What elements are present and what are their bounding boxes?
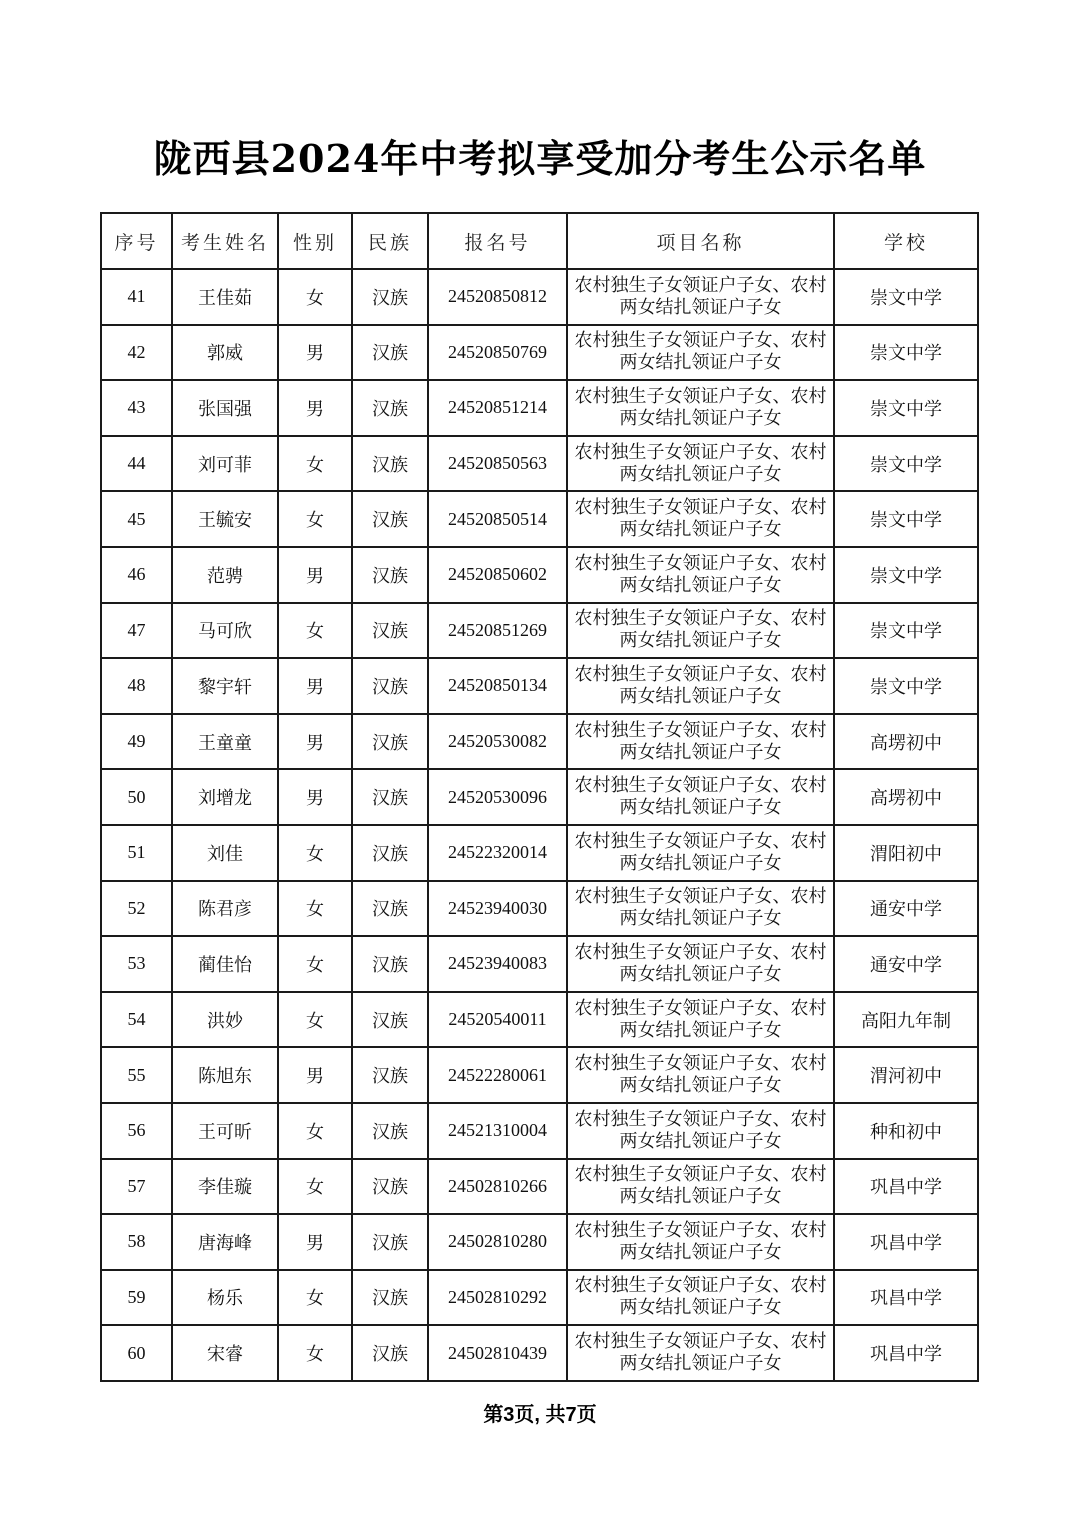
header-gender: 性别 [278, 213, 352, 269]
page-title: 陇西县2024年中考拟享受加分考生公示名单 [153, 136, 927, 181]
name-cell: 黎宇轩 [172, 658, 278, 714]
gender-cell: 女 [278, 1159, 352, 1215]
gender-cell: 女 [278, 1103, 352, 1159]
school-cell: 渭河初中 [834, 1047, 978, 1103]
registration-number-cell: 24520851214 [428, 380, 567, 436]
serial-cell: 44 [101, 436, 172, 492]
ethnicity-cell: 汉族 [352, 269, 428, 325]
school-cell: 通安中学 [834, 881, 978, 937]
serial-cell: 53 [101, 936, 172, 992]
serial-cell: 41 [101, 269, 172, 325]
school-cell: 崇文中学 [834, 269, 978, 325]
serial-cell: 57 [101, 1159, 172, 1215]
serial-cell: 50 [101, 769, 172, 825]
ethnicity-cell: 汉族 [352, 436, 428, 492]
project-cell: 农村独生子女领证户子女、农村两女结扎领证户子女 [567, 1270, 834, 1326]
project-cell: 农村独生子女领证户子女、农村两女结扎领证户子女 [567, 1159, 834, 1215]
registration-number-cell: 24520530082 [428, 714, 567, 770]
ethnicity-cell: 汉族 [352, 936, 428, 992]
table-row [101, 269, 978, 325]
serial-cell: 52 [101, 881, 172, 937]
project-cell: 农村独生子女领证户子女、农村两女结扎领证户子女 [567, 1047, 834, 1103]
table-row [101, 714, 978, 770]
registration-number-cell: 24520850134 [428, 658, 567, 714]
serial-cell: 55 [101, 1047, 172, 1103]
name-cell: 范骋 [172, 547, 278, 603]
name-cell: 陈旭东 [172, 1047, 278, 1103]
serial-cell: 46 [101, 547, 172, 603]
table-row [101, 325, 978, 381]
school-cell: 高塄初中 [834, 769, 978, 825]
name-cell: 王毓安 [172, 491, 278, 547]
project-cell: 农村独生子女领证户子女、农村两女结扎领证户子女 [567, 1214, 834, 1270]
project-cell: 农村独生子女领证户子女、农村两女结扎领证户子女 [567, 992, 834, 1048]
project-cell: 农村独生子女领证户子女、农村两女结扎领证户子女 [567, 769, 834, 825]
ethnicity-cell: 汉族 [352, 992, 428, 1048]
table-row [101, 769, 978, 825]
project-cell: 农村独生子女领证户子女、农村两女结扎领证户子女 [567, 547, 834, 603]
serial-cell: 51 [101, 825, 172, 881]
serial-cell: 59 [101, 1270, 172, 1326]
gender-cell: 男 [278, 658, 352, 714]
table-row [101, 1047, 978, 1103]
name-cell: 洪妙 [172, 992, 278, 1048]
registration-number-cell: 24523940030 [428, 881, 567, 937]
gender-cell: 男 [278, 380, 352, 436]
table-row [101, 658, 978, 714]
name-cell: 王可昕 [172, 1103, 278, 1159]
registration-number-cell: 24502810266 [428, 1159, 567, 1215]
name-cell: 李佳璇 [172, 1159, 278, 1215]
project-cell: 农村独生子女领证户子女、农村两女结扎领证户子女 [567, 380, 834, 436]
table-row [101, 936, 978, 992]
table-row [101, 547, 978, 603]
ethnicity-cell: 汉族 [352, 714, 428, 770]
registration-number-cell: 24502810292 [428, 1270, 567, 1326]
ethnicity-cell: 汉族 [352, 1270, 428, 1326]
registration-number-cell: 24520530096 [428, 769, 567, 825]
gender-cell: 女 [278, 936, 352, 992]
header-serial: 序号 [101, 213, 172, 269]
gender-cell: 男 [278, 769, 352, 825]
school-cell: 崇文中学 [834, 491, 978, 547]
name-cell: 刘可菲 [172, 436, 278, 492]
serial-cell: 54 [101, 992, 172, 1048]
project-cell: 农村独生子女领证户子女、农村两女结扎领证户子女 [567, 1325, 834, 1381]
ethnicity-cell: 汉族 [352, 769, 428, 825]
serial-cell: 49 [101, 714, 172, 770]
ethnicity-cell: 汉族 [352, 547, 428, 603]
school-cell: 渭阳初中 [834, 825, 978, 881]
gender-cell: 女 [278, 992, 352, 1048]
serial-cell: 42 [101, 325, 172, 381]
project-cell: 农村独生子女领证户子女、农村两女结扎领证户子女 [567, 269, 834, 325]
school-cell: 巩昌中学 [834, 1159, 978, 1215]
table-row [101, 1103, 978, 1159]
ethnicity-cell: 汉族 [352, 1159, 428, 1215]
name-cell: 唐海峰 [172, 1214, 278, 1270]
table-row [101, 603, 978, 659]
ethnicity-cell: 汉族 [352, 825, 428, 881]
ethnicity-cell: 汉族 [352, 881, 428, 937]
registration-number-cell: 24502810280 [428, 1214, 567, 1270]
registration-number-cell: 24523940083 [428, 936, 567, 992]
registration-number-cell: 24520850769 [428, 325, 567, 381]
table-row [101, 436, 978, 492]
gender-cell: 男 [278, 1047, 352, 1103]
header-project-name: 项目名称 [567, 213, 834, 269]
gender-cell: 男 [278, 325, 352, 381]
serial-cell: 58 [101, 1214, 172, 1270]
school-cell: 通安中学 [834, 936, 978, 992]
registration-number-cell: 24502810439 [428, 1325, 567, 1381]
name-cell: 刘增龙 [172, 769, 278, 825]
registration-number-cell: 24521310004 [428, 1103, 567, 1159]
candidate-table [100, 212, 979, 1382]
gender-cell: 女 [278, 881, 352, 937]
project-cell: 农村独生子女领证户子女、农村两女结扎领证户子女 [567, 1103, 834, 1159]
school-cell: 种和初中 [834, 1103, 978, 1159]
project-cell: 农村独生子女领证户子女、农村两女结扎领证户子女 [567, 436, 834, 492]
gender-cell: 男 [278, 714, 352, 770]
school-cell: 崇文中学 [834, 603, 978, 659]
table-row [101, 1214, 978, 1270]
table-row [101, 1325, 978, 1381]
header-ethnicity: 民族 [352, 213, 428, 269]
serial-cell: 43 [101, 380, 172, 436]
name-cell: 马可欣 [172, 603, 278, 659]
registration-number-cell: 24522320014 [428, 825, 567, 881]
project-cell: 农村独生子女领证户子女、农村两女结扎领证户子女 [567, 881, 834, 937]
gender-cell: 女 [278, 491, 352, 547]
name-cell: 张国强 [172, 380, 278, 436]
ethnicity-cell: 汉族 [352, 1103, 428, 1159]
school-cell: 崇文中学 [834, 380, 978, 436]
school-cell: 崇文中学 [834, 436, 978, 492]
gender-cell: 女 [278, 436, 352, 492]
registration-number-cell: 24520850563 [428, 436, 567, 492]
gender-cell: 女 [278, 825, 352, 881]
gender-cell: 男 [278, 1214, 352, 1270]
table-row [101, 992, 978, 1048]
serial-cell: 60 [101, 1325, 172, 1381]
registration-number-cell: 24520850602 [428, 547, 567, 603]
table-header-row [101, 213, 978, 269]
serial-cell: 48 [101, 658, 172, 714]
header-registration-number: 报名号 [428, 213, 567, 269]
registration-number-cell: 24520850812 [428, 269, 567, 325]
project-cell: 农村独生子女领证户子女、农村两女结扎领证户子女 [567, 714, 834, 770]
header-school: 学校 [834, 213, 978, 269]
table-row [101, 491, 978, 547]
project-cell: 农村独生子女领证户子女、农村两女结扎领证户子女 [567, 825, 834, 881]
school-cell: 崇文中学 [834, 325, 978, 381]
page-number: 第3页, 共7页 [483, 1404, 597, 1426]
table-row [101, 1270, 978, 1326]
serial-cell: 56 [101, 1103, 172, 1159]
school-cell: 崇文中学 [834, 547, 978, 603]
name-cell: 刘佳 [172, 825, 278, 881]
ethnicity-cell: 汉族 [352, 325, 428, 381]
project-cell: 农村独生子女领证户子女、农村两女结扎领证户子女 [567, 603, 834, 659]
table-row [101, 1159, 978, 1215]
table-row [101, 825, 978, 881]
header-name: 考生姓名 [172, 213, 278, 269]
project-cell: 农村独生子女领证户子女、农村两女结扎领证户子女 [567, 658, 834, 714]
registration-number-cell: 24520540011 [428, 992, 567, 1048]
registration-number-cell: 24522280061 [428, 1047, 567, 1103]
project-cell: 农村独生子女领证户子女、农村两女结扎领证户子女 [567, 325, 834, 381]
school-cell: 巩昌中学 [834, 1325, 978, 1381]
school-cell: 崇文中学 [834, 658, 978, 714]
school-cell: 高塄初中 [834, 714, 978, 770]
gender-cell: 女 [278, 1270, 352, 1326]
project-cell: 农村独生子女领证户子女、农村两女结扎领证户子女 [567, 936, 834, 992]
ethnicity-cell: 汉族 [352, 1214, 428, 1270]
ethnicity-cell: 汉族 [352, 491, 428, 547]
school-cell: 高阳九年制 [834, 992, 978, 1048]
name-cell: 蔺佳怡 [172, 936, 278, 992]
registration-number-cell: 24520850514 [428, 491, 567, 547]
table-row [101, 881, 978, 937]
gender-cell: 女 [278, 269, 352, 325]
table-row [101, 380, 978, 436]
registration-number-cell: 24520851269 [428, 603, 567, 659]
name-cell: 王佳茹 [172, 269, 278, 325]
ethnicity-cell: 汉族 [352, 380, 428, 436]
name-cell: 陈君彦 [172, 881, 278, 937]
name-cell: 郭威 [172, 325, 278, 381]
ethnicity-cell: 汉族 [352, 1325, 428, 1381]
serial-cell: 45 [101, 491, 172, 547]
school-cell: 巩昌中学 [834, 1270, 978, 1326]
serial-cell: 47 [101, 603, 172, 659]
name-cell: 杨乐 [172, 1270, 278, 1326]
gender-cell: 男 [278, 547, 352, 603]
ethnicity-cell: 汉族 [352, 603, 428, 659]
project-cell: 农村独生子女领证户子女、农村两女结扎领证户子女 [567, 491, 834, 547]
name-cell: 王童童 [172, 714, 278, 770]
table-body [101, 269, 978, 1381]
school-cell: 巩昌中学 [834, 1214, 978, 1270]
name-cell: 宋睿 [172, 1325, 278, 1381]
gender-cell: 女 [278, 603, 352, 659]
gender-cell: 女 [278, 1325, 352, 1381]
ethnicity-cell: 汉族 [352, 1047, 428, 1103]
ethnicity-cell: 汉族 [352, 658, 428, 714]
